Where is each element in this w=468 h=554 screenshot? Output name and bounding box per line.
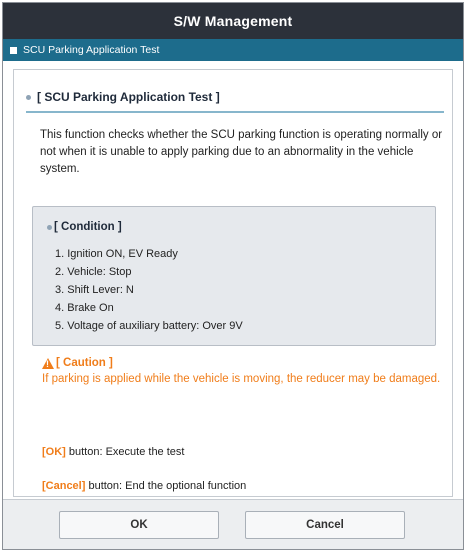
cancel-instruction-text: button: End the optional function: [85, 480, 247, 492]
window-title: S/W Management: [3, 3, 463, 39]
ok-tag: [OK]: [42, 446, 66, 458]
square-bullet-icon: [10, 47, 17, 54]
subheader-bar: [3, 39, 463, 61]
subheader-label: SCU Parking Application Test: [23, 44, 160, 56]
condition-heading: [47, 221, 122, 233]
cancel-tag: [Cancel]: [42, 480, 86, 492]
sw-management-window: [2, 2, 464, 550]
cancel-instruction: [42, 480, 246, 492]
list-item: 4. Brake On: [55, 302, 114, 314]
list-item: 5. Voltage of auxiliary battery: Over 9V: [55, 320, 243, 332]
ok-instruction: [42, 446, 184, 458]
caution-block: [42, 357, 447, 388]
content-panel: [13, 69, 453, 497]
list-item: 3. Shift Lever: N: [55, 284, 134, 296]
ok-instruction-text: button: Execute the test: [65, 446, 185, 458]
condition-box: [32, 206, 436, 346]
condition-list: [55, 245, 243, 335]
section-description: This function checks whether the SCU parking function is operating normally or not when it is unable to apply parking due to an abnormality in the vehicle system.: [40, 129, 443, 175]
cancel-button[interactable]: Cancel: [245, 511, 405, 539]
ok-button[interactable]: OK: [59, 511, 219, 539]
dialog-footer: [3, 499, 463, 550]
condition-title: [ Condition ]: [54, 221, 122, 233]
caution-title: [ Caution ]: [56, 357, 113, 369]
section-title: [ SCU Parking Application Test ]: [37, 90, 220, 104]
caution-heading: [42, 357, 447, 369]
caution-text: If parking is applied while the vehicle is moving, the reducer may be damaged.: [42, 373, 441, 385]
list-item: 1. Ignition ON, EV Ready: [55, 248, 178, 260]
list-item: 2. Vehicle: Stop: [55, 266, 132, 278]
warning-triangle-icon: [42, 358, 54, 369]
bullet-icon: [47, 225, 52, 230]
section-heading: [26, 90, 444, 113]
bullet-icon: [26, 95, 31, 100]
